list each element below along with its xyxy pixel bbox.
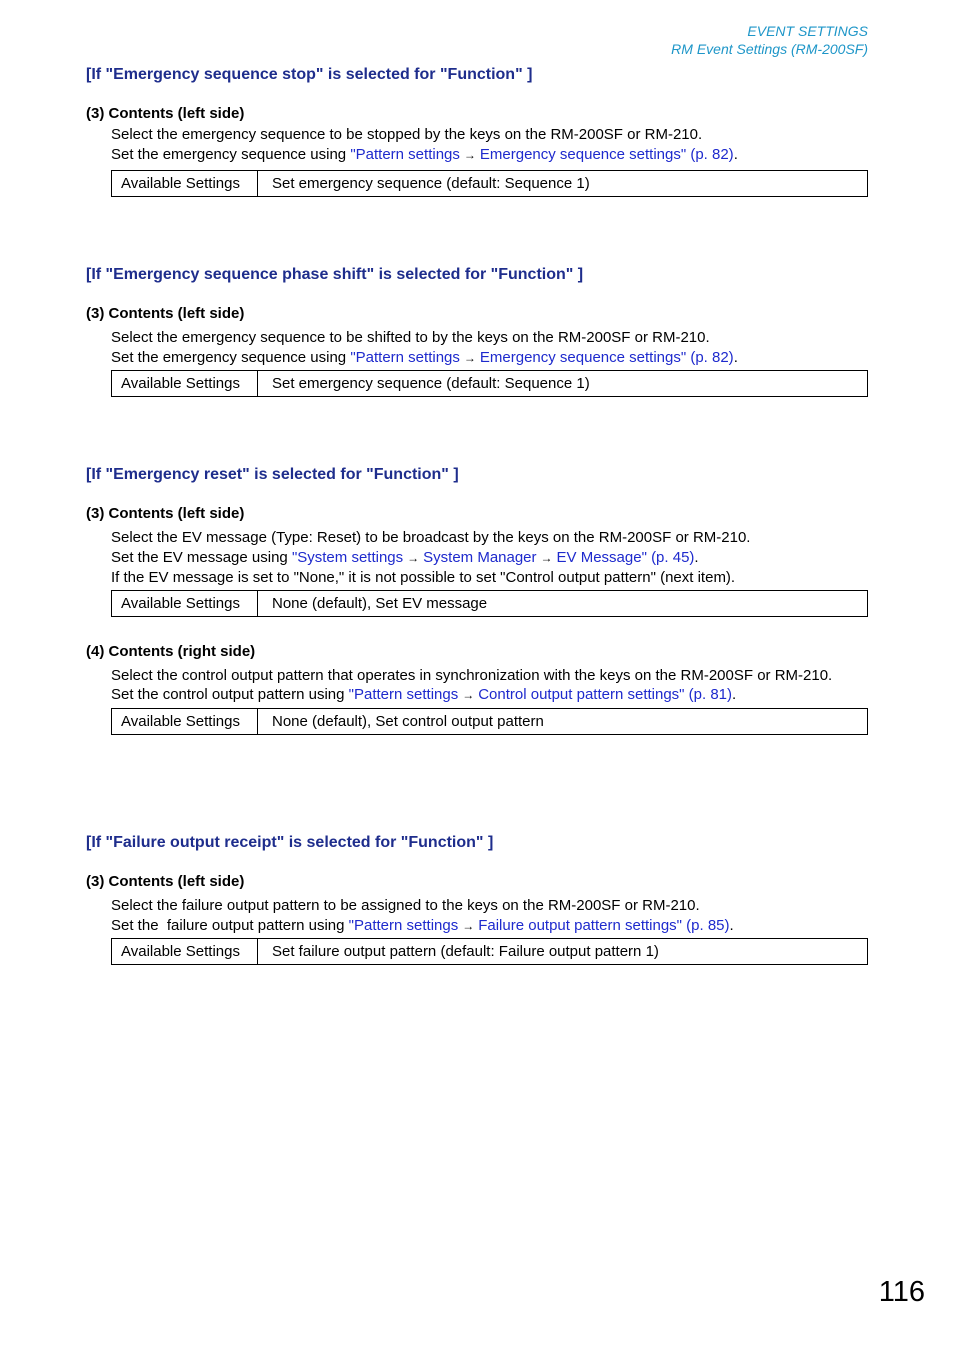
- subheading: (3) Contents (left side): [86, 505, 245, 522]
- arrow-icon: →: [407, 550, 420, 565]
- description-line: Set the emergency sequence using "Pattern settings → Emergency sequence settings" (p. 82).: [111, 348, 738, 366]
- description: [111, 666, 868, 706]
- page-number: 116: [878, 1276, 925, 1308]
- arrow-icon: →: [462, 918, 475, 933]
- settings-table: [111, 590, 868, 617]
- description-line: Set the failure output pattern using "Pattern settings → Failure output pattern settings" (p. 85).: [111, 916, 734, 934]
- settings-key: Available Settings: [112, 371, 258, 397]
- header-chapter: EVENT SETTINGS: [747, 23, 868, 39]
- section-title: [If "Failure output receipt" is selected for "Function" ]: [86, 834, 494, 851]
- description-line: Select the failure output pattern to be assigned to the keys on the RM-200SF or RM-210.: [111, 897, 700, 914]
- settings-value: Set failure output pattern (default: Failure output pattern 1): [258, 939, 868, 965]
- subheading: (3) Contents (left side): [86, 105, 245, 122]
- running-header: [671, 22, 868, 58]
- settings-table: [111, 370, 868, 397]
- header-section: RM Event Settings (RM-200SF): [671, 41, 868, 57]
- description-line: Select the emergency sequence to be stopped by the keys on the RM-200SF or RM-210.: [111, 126, 703, 143]
- subheading: (3) Contents (left side): [86, 305, 245, 322]
- description-line: Select the emergency sequence to be shifted to by the keys on the RM-200SF or RM-210.: [111, 329, 710, 346]
- subheading: (3) Contents (left side): [86, 873, 245, 890]
- settings-table: [111, 938, 868, 965]
- description: [111, 528, 868, 588]
- pattern-settings-link[interactable]: "Pattern settings: [348, 916, 459, 934]
- description-line: If the EV message is set to "None," it is not possible to set "Control output pattern" (next item).: [111, 569, 736, 586]
- control-output-pattern-settings-link[interactable]: Control output pattern settings" (p. 81): [478, 686, 733, 703]
- arrow-icon: →: [463, 147, 476, 162]
- emergency-sequence-settings-link[interactable]: Emergency sequence settings" (p. 82): [479, 145, 734, 163]
- settings-value: Set emergency sequence (default: Sequence 1): [258, 371, 868, 397]
- settings-key: Available Settings: [112, 708, 258, 734]
- arrow-icon: →: [462, 688, 475, 702]
- description-line: Set the EV message using "System settings → System Manager → EV Message" (p. 45).: [111, 548, 699, 566]
- description: [111, 328, 868, 368]
- section-failure-output-receipt: [86, 833, 868, 965]
- arrow-icon: →: [540, 550, 553, 565]
- failure-output-pattern-settings-link[interactable]: Failure output pattern settings" (p. 85): [478, 916, 730, 934]
- description-line: Select the EV message (Type: Reset) to be broadcast by the keys on the RM-200SF or RM-210.: [111, 529, 751, 546]
- section-title: [If "Emergency sequence phase shift" is selected for "Function" ]: [86, 266, 584, 283]
- description-line: Select the control output pattern that operates in synchronization with the keys on the RM-200SF or RM-210.: [111, 666, 833, 684]
- settings-table: [111, 708, 868, 735]
- pattern-settings-link[interactable]: "Pattern settings: [350, 348, 460, 366]
- ev-message-link[interactable]: EV Message" (p. 45): [556, 548, 695, 566]
- subheading: (4) Contents (right side): [86, 642, 256, 660]
- emergency-sequence-settings-link[interactable]: Emergency sequence settings" (p. 82): [479, 348, 734, 366]
- pattern-settings-link[interactable]: "Pattern settings: [350, 145, 460, 163]
- settings-key: Available Settings: [112, 939, 258, 965]
- settings-value: Set emergency sequence (default: Sequence 1): [258, 171, 868, 197]
- section-emergency-sequence-phase-shift: [86, 265, 868, 397]
- settings-key: Available Settings: [112, 171, 258, 197]
- settings-value: None (default), Set control output pattern: [258, 708, 868, 734]
- description: [111, 896, 868, 936]
- section-title: [If "Emergency reset" is selected for "Function" ]: [86, 466, 459, 483]
- description: [111, 125, 868, 165]
- section-title: [If "Emergency sequence stop" is selected for "Function" ]: [86, 66, 533, 83]
- description-line: Set the control output pattern using "Pattern settings → Control output pattern settings" (p. 81).: [111, 686, 737, 703]
- arrow-icon: →: [463, 350, 476, 365]
- settings-value: None (default), Set EV message: [258, 590, 868, 616]
- section-emergency-sequence-stop: [86, 65, 868, 197]
- system-manager-link[interactable]: System Manager: [423, 548, 537, 566]
- settings-table: [111, 170, 868, 197]
- pattern-settings-link[interactable]: "Pattern settings: [348, 686, 459, 703]
- settings-key: Available Settings: [112, 590, 258, 616]
- description-line: Set the emergency sequence using "Pattern settings → Emergency sequence settings" (p. 82).: [111, 145, 738, 163]
- system-settings-link[interactable]: "System settings: [291, 548, 404, 566]
- section-emergency-reset: [86, 465, 868, 735]
